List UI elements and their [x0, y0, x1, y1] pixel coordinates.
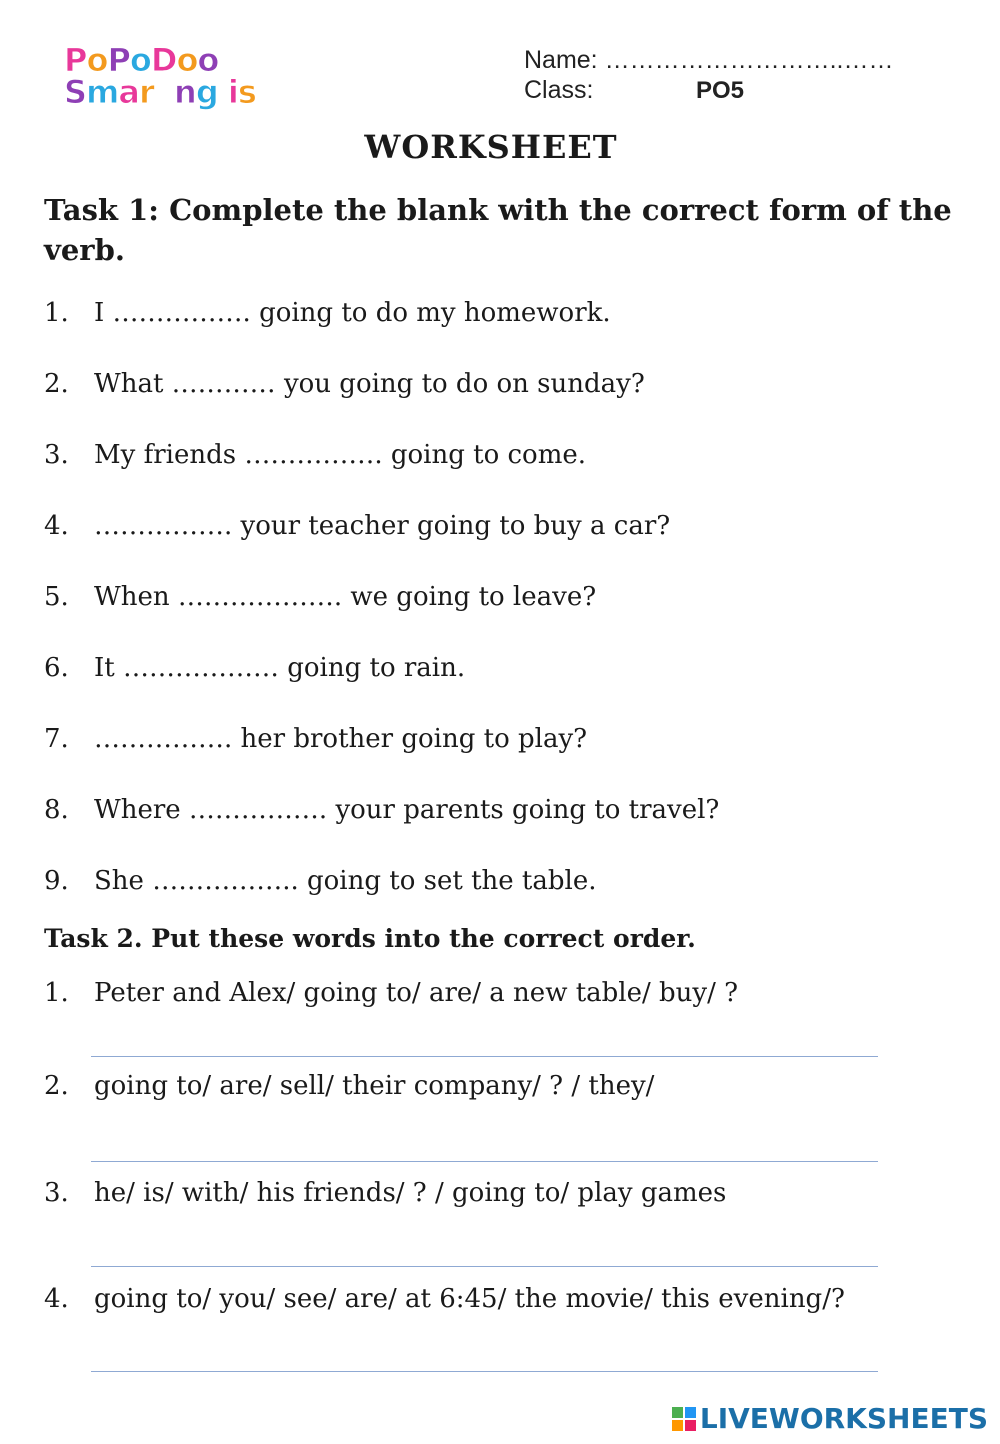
item-text: When ………………. we going to leave? [94, 582, 597, 612]
item-number: 1. [44, 978, 69, 1008]
answer-line[interactable] [91, 1371, 878, 1372]
name-field-label[interactable]: Name: ………………………..…… [524, 46, 894, 74]
class-field-label: Class: [524, 76, 594, 104]
task1-item[interactable] [44, 864, 596, 898]
item-text: I ……………. going to do my homework. [94, 298, 611, 328]
item-text: Where ……………. your parents going to travel? [94, 795, 720, 825]
logo-letter: i [227, 73, 238, 111]
class-field-value: PO5 [696, 77, 745, 104]
item-number: 1. [44, 298, 69, 328]
item-number: 3. [44, 1178, 69, 1208]
task1-item[interactable] [44, 793, 719, 827]
item-number: 3. [44, 440, 69, 470]
logo-letter [218, 73, 228, 111]
task1-item[interactable] [44, 367, 645, 401]
item-text: My friends ……………. going to come. [94, 440, 587, 470]
logo-letter [164, 73, 174, 111]
task1-item[interactable] [44, 580, 596, 614]
answer-line[interactable] [91, 1056, 878, 1057]
task1-item[interactable] [44, 438, 586, 472]
item-number: 4. [44, 1284, 69, 1314]
task1-item[interactable] [44, 509, 670, 543]
logo-line-2 [64, 73, 294, 111]
item-text: What ………… you going to do on sunday? [94, 369, 645, 399]
logo-letter: o [129, 41, 151, 79]
logo-letter: n [174, 73, 196, 111]
logo-letter: D [150, 41, 177, 79]
popodoo-logo [64, 41, 294, 116]
task2-item [44, 1069, 654, 1103]
item-number: 5. [44, 582, 69, 612]
brand-mark-square [672, 1420, 683, 1431]
item-number: 8. [44, 795, 69, 825]
task2-item [44, 1176, 726, 1210]
item-number: 9. [44, 866, 69, 896]
answer-line[interactable] [91, 1266, 878, 1267]
item-text: It ……………… going to rain. [94, 653, 466, 683]
answer-line[interactable] [91, 1161, 878, 1162]
brand-mark-square [685, 1407, 696, 1418]
item-number: 4. [44, 511, 69, 541]
item-number: 7. [44, 724, 69, 754]
logo-letter: o [176, 41, 198, 79]
logo-letter: s [237, 73, 256, 111]
task1-item[interactable] [44, 651, 465, 685]
item-text: She …………….. going to set the table. [94, 866, 597, 896]
brand-mark-square [672, 1407, 683, 1418]
logo-letter: S [64, 73, 87, 111]
task2-heading: Task 2. Put these words into the correct order. [44, 924, 696, 953]
logo-letter: a [118, 73, 139, 111]
logo-letter: g [195, 73, 218, 111]
logo-letter: o [197, 41, 219, 79]
item-number: 2. [44, 1071, 69, 1101]
task2-item [44, 976, 738, 1010]
logo-line-1 [64, 41, 294, 79]
item-text: going to/ are/ sell/ their company/ ? / they/ [94, 1071, 655, 1101]
liveworksheets-brand[interactable] [672, 1402, 988, 1435]
logo-letter: r [138, 73, 154, 111]
worksheet-title: WORKSHEET [364, 128, 618, 166]
logo-letter: o [86, 41, 108, 79]
item-text: Peter and Alex/ going to/ are/ a new table/ buy/ ? [94, 978, 739, 1008]
task1-item[interactable] [44, 296, 611, 330]
logo-letter: P [64, 41, 87, 79]
item-number: 6. [44, 653, 69, 683]
item-number: 2. [44, 369, 69, 399]
task1-heading: Task 1: Complete the blank with the correct form of the verb. [44, 193, 952, 267]
item-text: he/ is/ with/ his friends/ ? / going to/ play games [94, 1178, 727, 1208]
liveworksheets-logo-icon [672, 1407, 696, 1431]
task1-item[interactable] [44, 722, 587, 756]
logo-letter [154, 73, 164, 111]
item-text: ……………. your teacher going to buy a car? [94, 511, 671, 541]
item-text: going to/ you/ see/ are/ at 6:45/ the movie/ this evening/? [94, 1284, 845, 1314]
brand-mark-square [685, 1420, 696, 1431]
logo-letter: P [107, 41, 130, 79]
item-text: ……………. her brother going to play? [94, 724, 588, 754]
task2-item [44, 1282, 845, 1316]
brand-text: LIVEWORKSHEETS [699, 1402, 988, 1435]
logo-letter: m [86, 73, 119, 111]
